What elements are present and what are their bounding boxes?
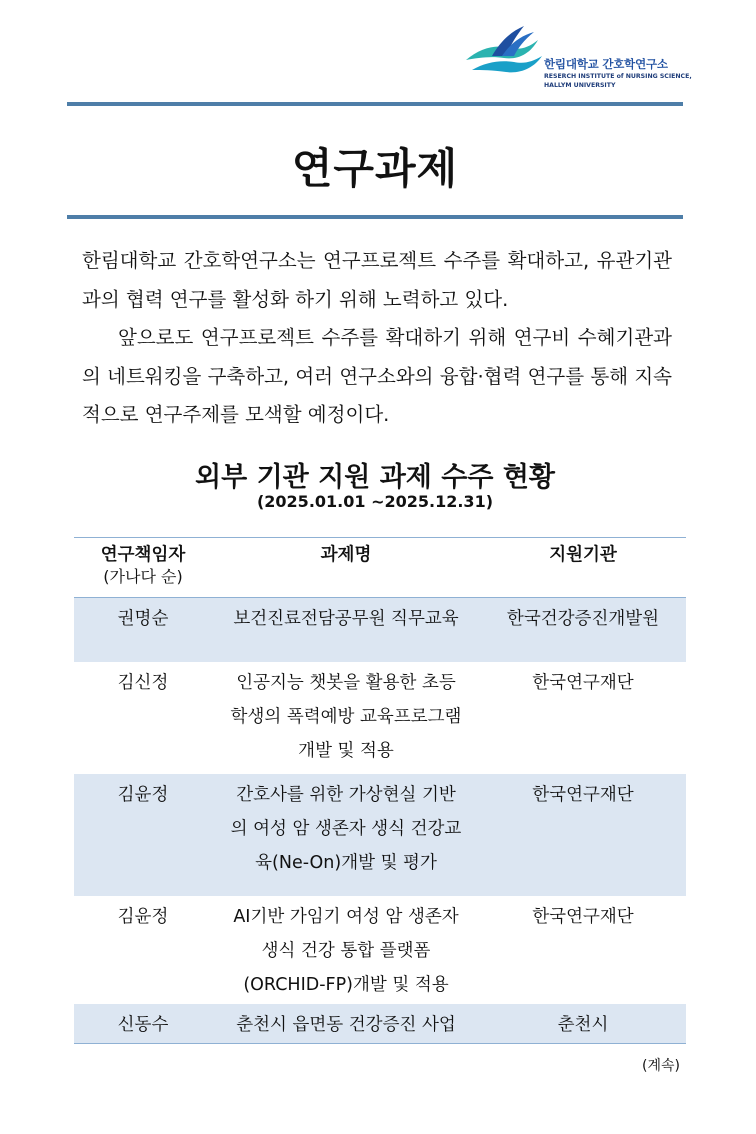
logo-university-english: HALLYM UNIVERSITY — [544, 82, 616, 89]
cell-investigator: 권명순 — [117, 609, 169, 629]
table-row — [74, 598, 686, 662]
intro-text — [82, 242, 672, 435]
bottom-divider — [67, 215, 683, 219]
cell-agency: 한국연구재단 — [532, 672, 634, 693]
top-divider — [67, 102, 683, 106]
cell-agency: 한국연구재단 — [532, 784, 634, 805]
cell-investigator: 김윤정 — [117, 906, 169, 927]
cell-agency: 한국건강증진개발원 — [506, 609, 660, 629]
header-investigator-note: (가나다 순) — [103, 567, 183, 586]
cell-project: 보건진료전담공무원 직무교육 — [233, 609, 459, 629]
header-investigator-label: 연구책임자 — [100, 545, 186, 565]
cell-agency: 한국연구재단 — [532, 906, 634, 927]
cell-project: 간호사를 위한 가상현실 기반의 여성 암 생존자 생식 건강교육(Ne-On)개발 및 평가 — [230, 784, 462, 873]
cell-project: 춘천시 읍면동 건강증진 사업 — [236, 1014, 456, 1035]
institute-logo — [462, 22, 702, 92]
section-title: 외부 기관 지원 과제 수주 현황 — [195, 462, 555, 493]
table-row — [74, 774, 686, 896]
intro-paragraph-2: 앞으로도 연구프로젝트 수주를 확대하기 위해 연구비 수혜기관과의 네트워킹을 구축하고, 여러 연구소와의 융합·협력 연구를 통해 지속적으로 연구주제를 모색할 예정이다. — [82, 326, 672, 426]
table-row — [74, 896, 686, 1004]
page-title: 연구과제 — [291, 144, 459, 193]
continued-note: (계속) — [642, 1058, 680, 1074]
header-agency: 지원기관 — [549, 545, 617, 565]
table-row — [74, 1004, 686, 1044]
cell-investigator: 김윤정 — [117, 784, 169, 805]
table-row — [74, 662, 686, 774]
cell-investigator: 신동수 — [117, 1014, 169, 1035]
intro-paragraph-1: 한림대학교 간호학연구소는 연구프로젝트 수주를 확대하고, 유관기관과의 협력 연구를 활성화 하기 위해 노력하고 있다. — [82, 249, 672, 311]
table-header-row — [74, 538, 686, 598]
period-range: (2025.01.01 ~2025.12.31) — [256, 492, 494, 511]
cell-project: AI기반 가임기 여성 암 생존자 생식 건강 통합 플랫폼 (ORCHID-FP)개발 및 적용 — [233, 906, 459, 995]
projects-table — [74, 537, 686, 1044]
logo-name-english: RESERCH INSTITUTE of NURSING SCIENCE, — [544, 73, 692, 80]
wave-logo-icon — [462, 22, 544, 78]
header-investigator — [74, 538, 212, 598]
cell-project: 인공지능 챗봇을 활용한 초등학생의 폭력예방 교육프로그램 개발 및 적용 — [230, 672, 462, 761]
logo-name-korean: 한림대학교 간호학연구소 — [544, 57, 668, 71]
cell-agency: 춘천시 — [557, 1014, 609, 1035]
cell-investigator: 김신정 — [117, 672, 169, 693]
header-project: 과제명 — [320, 545, 372, 565]
